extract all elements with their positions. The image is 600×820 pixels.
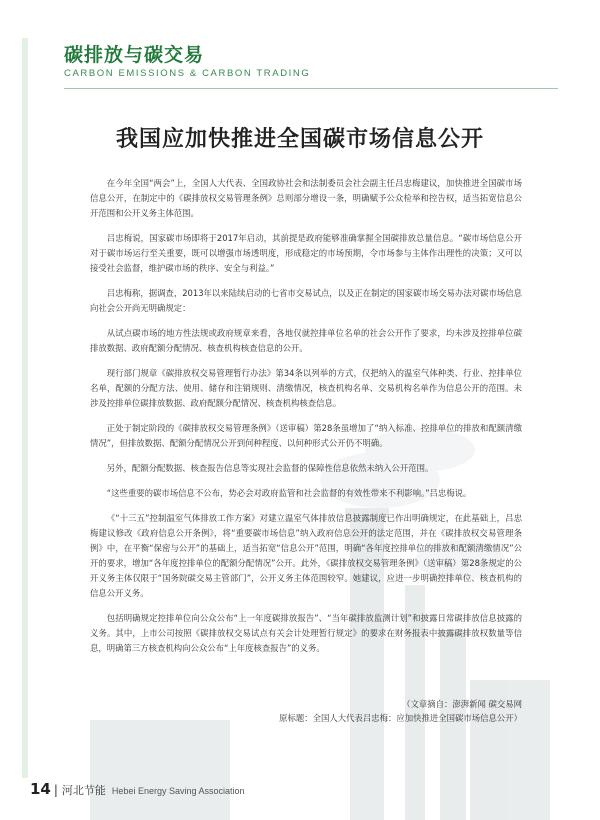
page-footer <box>30 780 245 798</box>
article-paragraph: 《“十三五”控制温室气体排放工作方案》对建立温室气体排放信息披露制度已作出明确规定，在此基础上，吕忠梅建议修改《政府信息公开条例》，将“重要碳市场信息”纳入政府信息公开的法定范围，并在《碳排放权交易管理条例》中，在平衡“保密与公开”的基础上，适当拓宽“信息公开”范围，明确“各年度控排单位的排放和配额清缴情况”公开的要求，增加“各年度控排单位的配额分配情况”公开。此外，《碳排放权交易管理条例》（送审稿）第28条规定的公开义务主体仅限于“国务院碳交易主管部门”，公开义务主体范围较窄。她建议，应进一步明确控排单位、核查机构的信息公开义务。 <box>90 513 522 598</box>
header-divider <box>64 88 558 89</box>
page-number: 14 <box>30 780 51 798</box>
article-paragraph: 从试点碳市场的地方性法规或政府规章来看，各地仅就控排单位名单的社会公开作了要求，均未涉及控排单位碳排放数据、政府配额分配情况、核查机构核查信息的公开。 <box>90 328 522 353</box>
section-header <box>64 44 310 79</box>
article-paragraph: 吕忠梅称，据调查，2013年以来陆续启动的七省市交易试点，以及正在制定的国家碳市场交易办法对碳市场信息向社会公开尚无明确规定： <box>90 288 522 313</box>
footer-separator: | <box>53 783 58 797</box>
article-paragraph: 吕忠梅说，国家碳市场即将于2017年启动，其前提是政府能够准确掌握全国碳排放总量信息。“碳市场信息公开对于碳市场运行至关重要，既可以增强市场透明度，形成稳定的市场预期，令市场参与主体作出理性的决策；又可以接受社会监督，维护碳市场的秩序、安全与利益。” <box>90 233 522 273</box>
original-title-line: 原标题：全国人大代表吕忠梅：应加快推进全国碳市场信息公开） <box>279 713 522 723</box>
article-title: 我国应加快推进全国碳市场信息公开 <box>115 127 484 152</box>
article-paragraph: 现行部门规章《碳排放权交易管理暂行办法》第34条以列举的方式，仅把纳入的温室气体种类、行业、控排单位名单，配额的分配方法、使用、储存和注销规则、清缴情况，核查机构名单、交易机构名单作为信息公开的范围。未涉及控排单位碳排放数据、政府配额分配情况、核查机构核查信息。 <box>90 368 522 408</box>
publication-name-cn: 河北节能 <box>61 784 106 797</box>
article-paragraph: “这些重要的碳市场信息不公布，势必会对政府监管和社会监督的有效性带来不利影响。”吕忠梅说。 <box>106 488 472 498</box>
section-title: 碳排放与碳交易 <box>64 44 205 66</box>
article-paragraph: 包括明确规定控排单位向公众公布“上一年度碳排放报告”、“当年碳排放监测计划”和披露日常碳排放信息披露的义务。其中，上市公司按照《碳排放权交易试点有关会计处理暂行规定》的要求在财务报表中披露碳排放权数量等信息，明确第三方核查机构向公众公布“上年度核查报告”的义务。 <box>90 613 522 653</box>
article-paragraph: 在今年全国“两会”上，全国人大代表、全国政协社会和法制委员会社会副主任吕忠梅建议，加快推进全国碳市场信息公开，在制定中的《碳排放权交易管理条例》总则部分增设一条，明确赋予公众检举和控告权，适当拓宽信息公开范围和公开义务主体范围。 <box>90 178 522 218</box>
source-line: （文章摘自：澎湃新闻 碳交易网 <box>402 699 522 709</box>
article-paragraph: 另外，配额分配数据、核查报告信息等实现社会监督的保障性信息依然未纳入公开范围。 <box>106 463 434 473</box>
article-body <box>90 176 522 666</box>
article-paragraph: 正处于制定阶段的《碳排放权交易管理条例》（送审稿）第28条虽增加了“纳入标准、控排单位的排放和配额清缴情况”，但排放数据、配额分配情况公开到何种程度、以何种形式公开仍不明确。 <box>90 423 522 448</box>
publication-name-en: Hebei Energy Saving Association <box>111 786 245 796</box>
article-source <box>90 697 522 725</box>
section-subtitle: CARBON EMISSIONS & CARBON TRADING <box>64 68 311 79</box>
